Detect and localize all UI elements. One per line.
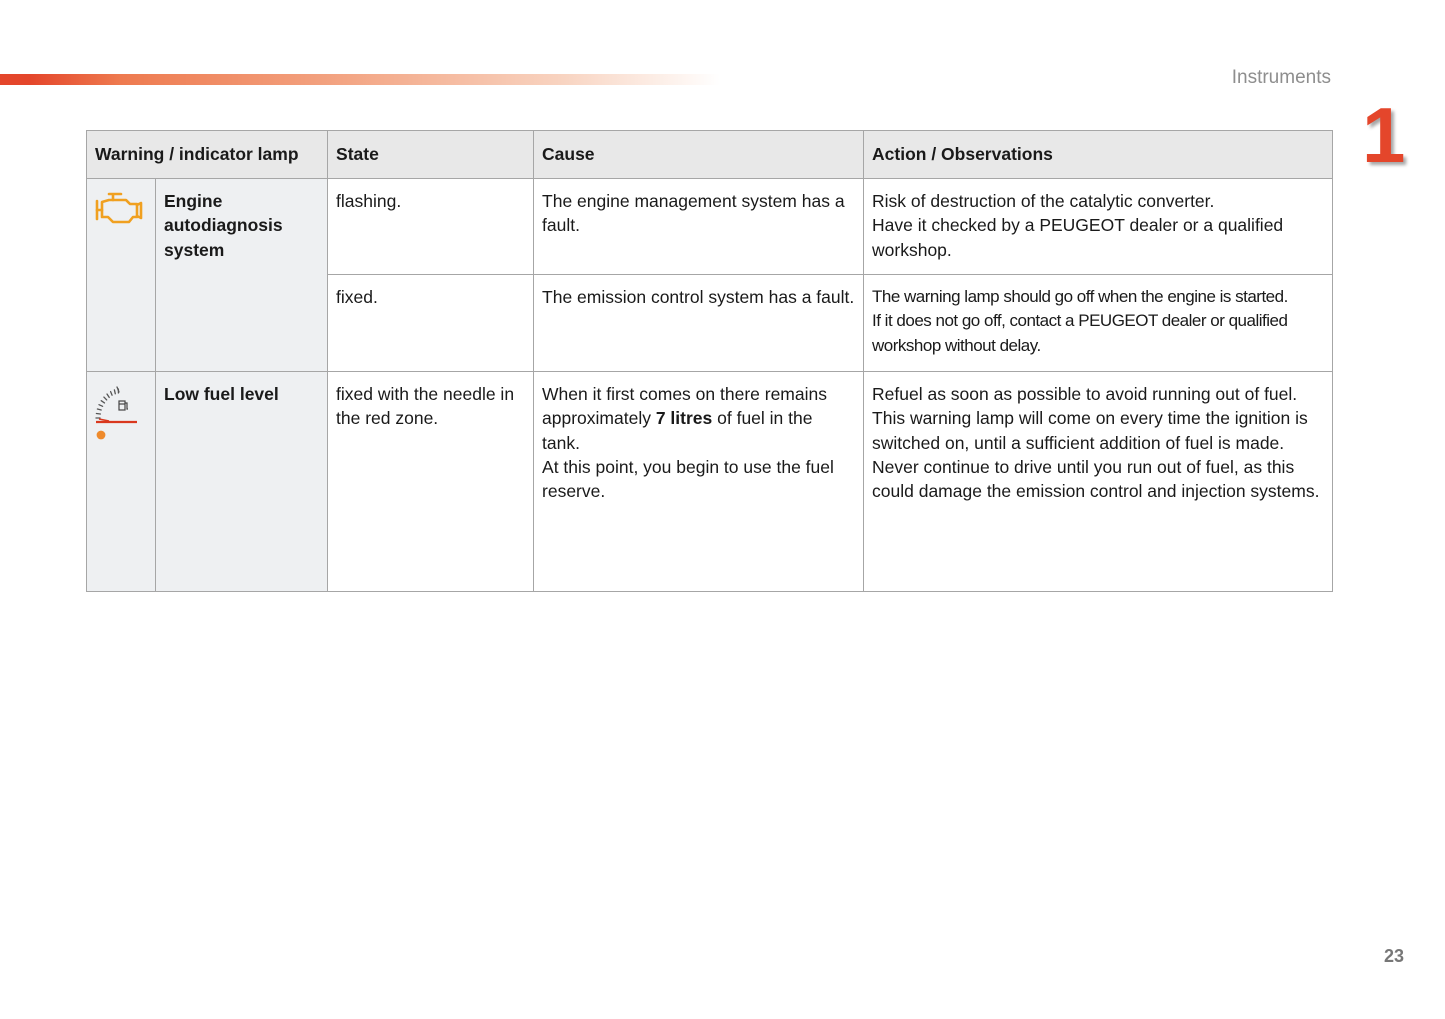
engine-icon-cell	[87, 179, 156, 372]
header-warning-lamp: Warning / indicator lamp	[87, 131, 328, 179]
cause-cell: The emission control system has a fault.	[534, 275, 864, 372]
header-action: Action / Observations	[864, 131, 1333, 179]
state-cell: fixed.	[328, 275, 534, 372]
chapter-number: 1	[1362, 91, 1406, 179]
header-cause: Cause	[534, 131, 864, 179]
lamp-name-fuel: Low fuel level	[156, 372, 328, 592]
action-line: Never continue to drive until you run out of fuel, as this could damage the emission control and injection systems.	[872, 456, 1320, 502]
table-row	[87, 372, 1333, 592]
fuel-gauge-icon	[95, 382, 145, 444]
page-number: 23	[1383, 946, 1404, 966]
cause-text: When it first comes on there remains approximately	[542, 384, 827, 429]
fuel-icon-cell	[87, 372, 156, 592]
table-row	[87, 179, 1333, 275]
state-cell: flashing.	[328, 179, 534, 275]
action-cell	[864, 372, 1333, 592]
action-line: This warning lamp will come on every time the ignition is switched on, until a sufficient addition of fuel is made.	[872, 408, 1308, 453]
cause-line	[542, 382, 855, 455]
cause-text: of fuel in the tank.	[542, 408, 813, 453]
cause-cell	[534, 372, 864, 592]
cause-fuel-quantity: 7 litres	[655, 408, 713, 429]
engine-warning-icon	[95, 189, 145, 229]
warning-lamps-table	[86, 130, 1333, 592]
header-accent-bar	[0, 74, 720, 85]
action-line: If it does not go off, contact a PEUGEOT dealer or qualified workshop without delay.	[872, 311, 1288, 355]
state-cell: fixed with the needle in the red zone.	[328, 372, 534, 592]
action-line: The warning lamp should go off when the engine is started.	[872, 287, 1288, 306]
action-cell	[864, 275, 1333, 372]
action-line: Have it checked by a PEUGEOT dealer or a qualified workshop.	[872, 215, 1284, 260]
action-line: Risk of destruction of the catalytic converter.	[872, 191, 1215, 211]
action-cell	[864, 179, 1333, 275]
table-header-row	[87, 131, 1333, 179]
cause-cell: The engine management system has a fault.	[534, 179, 864, 275]
header-state: State	[328, 131, 534, 179]
lamp-name-engine: Engine autodiagnosis system	[156, 179, 328, 372]
action-line: Refuel as soon as possible to avoid running out of fuel.	[872, 384, 1298, 404]
section-title: Instruments	[1231, 67, 1331, 88]
cause-line: At this point, you begin to use the fuel reserve.	[542, 456, 834, 502]
